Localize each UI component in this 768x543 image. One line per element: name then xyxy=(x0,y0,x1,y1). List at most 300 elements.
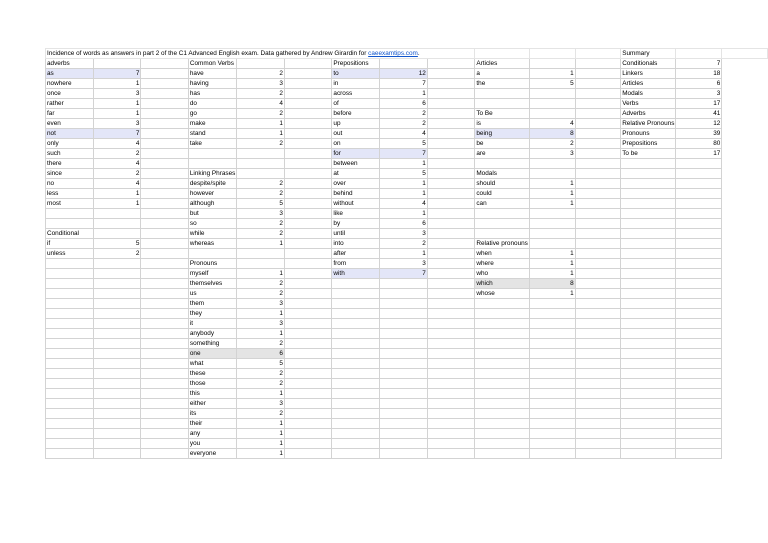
empty-cell[interactable] xyxy=(575,339,621,349)
value-cell[interactable] xyxy=(529,229,575,239)
empty-cell[interactable] xyxy=(575,269,621,279)
label-cell[interactable]: between xyxy=(332,159,380,169)
value-cell[interactable] xyxy=(676,289,722,299)
value-cell[interactable] xyxy=(93,329,141,339)
value-cell[interactable]: 1 xyxy=(237,449,285,459)
value-cell[interactable] xyxy=(676,319,722,329)
empty-cell[interactable] xyxy=(427,359,475,369)
label-cell[interactable]: do xyxy=(188,99,236,109)
value-cell[interactable]: 1 xyxy=(380,89,428,99)
label-cell[interactable]: like xyxy=(332,209,380,219)
label-cell[interactable]: which xyxy=(475,279,530,289)
empty-cell[interactable] xyxy=(427,229,475,239)
label-cell[interactable] xyxy=(475,299,530,309)
label-cell[interactable] xyxy=(475,229,530,239)
empty-cell[interactable] xyxy=(575,419,621,429)
value-cell[interactable]: 6 xyxy=(237,349,285,359)
value-cell[interactable]: 2 xyxy=(380,119,428,129)
label-cell[interactable]: either xyxy=(188,399,236,409)
empty-cell[interactable] xyxy=(575,449,621,459)
label-cell[interactable]: adverbs xyxy=(46,59,94,69)
value-cell[interactable] xyxy=(676,419,722,429)
value-cell[interactable] xyxy=(93,289,141,299)
label-cell[interactable]: Common Verbs xyxy=(188,59,236,69)
label-cell[interactable]: over xyxy=(332,179,380,189)
empty-cell[interactable] xyxy=(427,289,475,299)
label-cell[interactable]: from xyxy=(332,259,380,269)
value-cell[interactable]: 2 xyxy=(237,179,285,189)
empty-cell[interactable] xyxy=(427,429,475,439)
value-cell[interactable]: 1 xyxy=(380,209,428,219)
value-cell[interactable]: 2 xyxy=(237,139,285,149)
empty-cell[interactable] xyxy=(427,299,475,309)
empty-cell[interactable] xyxy=(284,79,332,89)
value-cell[interactable] xyxy=(380,279,428,289)
empty-cell[interactable] xyxy=(141,209,189,219)
label-cell[interactable]: there xyxy=(46,159,94,169)
value-cell[interactable]: 2 xyxy=(93,249,141,259)
value-cell[interactable] xyxy=(93,369,141,379)
label-cell[interactable] xyxy=(475,339,530,349)
label-cell[interactable] xyxy=(475,349,530,359)
value-cell[interactable] xyxy=(380,309,428,319)
label-cell[interactable]: any xyxy=(188,429,236,439)
label-cell[interactable] xyxy=(46,359,94,369)
value-cell[interactable] xyxy=(380,59,428,69)
empty-cell[interactable] xyxy=(575,209,621,219)
label-cell[interactable] xyxy=(475,399,530,409)
label-cell[interactable]: it xyxy=(188,319,236,329)
empty-cell[interactable] xyxy=(141,139,189,149)
value-cell[interactable]: 5 xyxy=(237,359,285,369)
label-cell[interactable]: but xyxy=(188,209,236,219)
label-cell[interactable]: for xyxy=(332,149,380,159)
empty-cell[interactable] xyxy=(575,229,621,239)
empty-cell[interactable] xyxy=(575,79,621,89)
value-cell[interactable]: 1 xyxy=(237,389,285,399)
empty-cell[interactable] xyxy=(141,299,189,309)
label-cell[interactable]: go xyxy=(188,109,236,119)
cell[interactable] xyxy=(722,49,768,59)
label-cell[interactable]: rather xyxy=(46,99,94,109)
label-cell[interactable]: Modals xyxy=(621,89,676,99)
value-cell[interactable]: 8 xyxy=(529,279,575,289)
value-cell[interactable]: 2 xyxy=(237,289,285,299)
value-cell[interactable] xyxy=(93,209,141,219)
label-cell[interactable] xyxy=(475,329,530,339)
value-cell[interactable]: 1 xyxy=(93,99,141,109)
value-cell[interactable]: 2 xyxy=(237,369,285,379)
label-cell[interactable]: myself xyxy=(188,269,236,279)
empty-cell[interactable] xyxy=(575,329,621,339)
empty-cell[interactable] xyxy=(284,409,332,419)
empty-cell[interactable] xyxy=(427,309,475,319)
value-cell[interactable]: 2 xyxy=(237,339,285,349)
value-cell[interactable]: 1 xyxy=(237,119,285,129)
empty-cell[interactable] xyxy=(575,99,621,109)
value-cell[interactable]: 5 xyxy=(93,239,141,249)
value-cell[interactable]: 7 xyxy=(380,79,428,89)
label-cell[interactable] xyxy=(46,259,94,269)
label-cell[interactable] xyxy=(475,309,530,319)
label-cell[interactable] xyxy=(621,169,676,179)
label-cell[interactable] xyxy=(621,369,676,379)
value-cell[interactable] xyxy=(676,409,722,419)
label-cell[interactable]: Pronouns xyxy=(188,259,236,269)
label-cell[interactable]: whereas xyxy=(188,239,236,249)
label-cell[interactable]: their xyxy=(188,419,236,429)
value-cell[interactable]: 4 xyxy=(93,139,141,149)
label-cell[interactable]: Pronouns xyxy=(621,129,676,139)
label-cell[interactable] xyxy=(621,199,676,209)
empty-cell[interactable] xyxy=(141,259,189,269)
source-link[interactable]: caeexamtips.com xyxy=(368,50,418,57)
label-cell[interactable] xyxy=(332,449,380,459)
empty-cell[interactable] xyxy=(284,59,332,69)
label-cell[interactable]: with xyxy=(332,269,380,279)
value-cell[interactable]: 1 xyxy=(237,329,285,339)
label-cell[interactable]: since xyxy=(46,169,94,179)
empty-cell[interactable] xyxy=(284,229,332,239)
value-cell[interactable]: 1 xyxy=(380,249,428,259)
empty-cell[interactable] xyxy=(284,369,332,379)
label-cell[interactable] xyxy=(46,219,94,229)
label-cell[interactable] xyxy=(475,209,530,219)
empty-cell[interactable] xyxy=(141,109,189,119)
label-cell[interactable] xyxy=(621,219,676,229)
value-cell[interactable]: 3 xyxy=(93,89,141,99)
value-cell[interactable] xyxy=(93,419,141,429)
empty-cell[interactable] xyxy=(575,89,621,99)
value-cell[interactable] xyxy=(529,99,575,109)
label-cell[interactable] xyxy=(46,389,94,399)
value-cell[interactable]: 1 xyxy=(529,69,575,79)
empty-cell[interactable] xyxy=(575,409,621,419)
label-cell[interactable] xyxy=(46,209,94,219)
label-cell[interactable]: this xyxy=(188,389,236,399)
value-cell[interactable] xyxy=(529,409,575,419)
value-cell[interactable]: 17 xyxy=(676,99,722,109)
value-cell[interactable]: 4 xyxy=(237,99,285,109)
label-cell[interactable]: before xyxy=(332,109,380,119)
label-cell[interactable]: Relative pronouns xyxy=(476,240,528,247)
value-cell[interactable]: 1 xyxy=(529,259,575,269)
value-cell[interactable] xyxy=(380,369,428,379)
empty-cell[interactable] xyxy=(575,69,621,79)
empty-cell[interactable] xyxy=(427,119,475,129)
empty-cell[interactable] xyxy=(141,329,189,339)
label-cell[interactable] xyxy=(621,309,676,319)
empty-cell[interactable] xyxy=(284,109,332,119)
label-cell[interactable]: Prepositions xyxy=(332,59,380,69)
label-cell[interactable]: so xyxy=(188,219,236,229)
value-cell[interactable]: 7 xyxy=(93,129,141,139)
label-cell[interactable]: make xyxy=(188,119,236,129)
value-cell[interactable] xyxy=(676,299,722,309)
empty-cell[interactable] xyxy=(427,149,475,159)
label-cell[interactable]: behind xyxy=(332,189,380,199)
empty-cell[interactable] xyxy=(427,179,475,189)
empty-cell[interactable] xyxy=(284,289,332,299)
value-cell[interactable] xyxy=(237,159,285,169)
empty-cell[interactable] xyxy=(284,269,332,279)
value-cell[interactable] xyxy=(676,239,722,249)
value-cell[interactable] xyxy=(93,449,141,459)
value-cell[interactable]: 1 xyxy=(237,309,285,319)
value-cell[interactable]: 1 xyxy=(380,159,428,169)
label-cell[interactable]: Prepositions xyxy=(621,139,676,149)
value-cell[interactable] xyxy=(380,299,428,309)
empty-cell[interactable] xyxy=(575,389,621,399)
label-cell[interactable]: could xyxy=(475,189,530,199)
label-cell[interactable]: to xyxy=(332,69,380,79)
label-cell[interactable] xyxy=(621,359,676,369)
empty-cell[interactable] xyxy=(141,79,189,89)
value-cell[interactable]: 1 xyxy=(529,189,575,199)
empty-cell[interactable] xyxy=(575,59,621,69)
label-cell[interactable] xyxy=(46,429,94,439)
empty-cell[interactable] xyxy=(141,349,189,359)
empty-cell[interactable] xyxy=(141,59,189,69)
value-cell[interactable] xyxy=(93,409,141,419)
empty-cell[interactable] xyxy=(575,369,621,379)
empty-cell[interactable] xyxy=(427,189,475,199)
label-cell[interactable]: unless xyxy=(46,249,94,259)
value-cell[interactable] xyxy=(93,429,141,439)
empty-cell[interactable] xyxy=(427,399,475,409)
value-cell[interactable]: 5 xyxy=(380,169,428,179)
empty-cell[interactable] xyxy=(284,299,332,309)
value-cell[interactable] xyxy=(380,289,428,299)
empty-cell[interactable] xyxy=(427,109,475,119)
label-cell[interactable] xyxy=(332,389,380,399)
label-cell[interactable]: without xyxy=(332,199,380,209)
empty-cell[interactable] xyxy=(575,109,621,119)
label-cell[interactable] xyxy=(475,379,530,389)
value-cell[interactable]: 1 xyxy=(380,179,428,189)
value-cell[interactable] xyxy=(676,179,722,189)
empty-cell[interactable] xyxy=(427,279,475,289)
empty-cell[interactable] xyxy=(427,339,475,349)
value-cell[interactable]: 1 xyxy=(529,269,575,279)
empty-cell[interactable] xyxy=(284,389,332,399)
label-cell[interactable] xyxy=(332,349,380,359)
value-cell[interactable]: 2 xyxy=(237,189,285,199)
label-cell[interactable] xyxy=(621,179,676,189)
value-cell[interactable] xyxy=(380,339,428,349)
label-cell[interactable]: should xyxy=(475,179,530,189)
empty-cell[interactable] xyxy=(575,119,621,129)
empty-cell[interactable] xyxy=(284,329,332,339)
value-cell[interactable]: 1 xyxy=(237,269,285,279)
label-cell[interactable]: can xyxy=(475,199,530,209)
label-cell[interactable] xyxy=(46,289,94,299)
value-cell[interactable] xyxy=(380,429,428,439)
value-cell[interactable]: 12 xyxy=(380,69,428,79)
value-cell[interactable] xyxy=(93,309,141,319)
empty-cell[interactable] xyxy=(284,339,332,349)
value-cell[interactable]: 2 xyxy=(93,149,141,159)
label-cell[interactable] xyxy=(621,289,676,299)
empty-cell[interactable] xyxy=(575,259,621,269)
value-cell[interactable]: 1 xyxy=(529,199,575,209)
label-cell[interactable] xyxy=(332,339,380,349)
empty-cell[interactable] xyxy=(284,379,332,389)
value-cell[interactable] xyxy=(380,399,428,409)
empty-cell[interactable] xyxy=(141,69,189,79)
value-cell[interactable] xyxy=(529,219,575,229)
label-cell[interactable]: most xyxy=(46,199,94,209)
value-cell[interactable] xyxy=(676,339,722,349)
label-cell[interactable] xyxy=(475,369,530,379)
label-cell[interactable] xyxy=(475,219,530,229)
label-cell[interactable] xyxy=(332,439,380,449)
value-cell[interactable]: 6 xyxy=(676,79,722,89)
empty-cell[interactable] xyxy=(575,349,621,359)
label-cell[interactable] xyxy=(332,379,380,389)
label-cell[interactable] xyxy=(332,409,380,419)
empty-cell[interactable] xyxy=(427,59,475,69)
value-cell[interactable]: 80 xyxy=(676,139,722,149)
value-cell[interactable] xyxy=(93,219,141,229)
empty-cell[interactable] xyxy=(141,399,189,409)
value-cell[interactable]: 1 xyxy=(529,249,575,259)
label-cell[interactable]: nowhere xyxy=(46,79,94,89)
value-cell[interactable] xyxy=(529,59,575,69)
value-cell[interactable]: 1 xyxy=(237,439,285,449)
empty-cell[interactable] xyxy=(575,279,621,289)
label-cell[interactable]: has xyxy=(188,89,236,99)
empty-cell[interactable] xyxy=(575,219,621,229)
empty-cell[interactable] xyxy=(284,429,332,439)
value-cell[interactable]: 2 xyxy=(237,379,285,389)
label-cell[interactable] xyxy=(332,329,380,339)
value-cell[interactable]: 39 xyxy=(676,129,722,139)
empty-cell[interactable] xyxy=(284,279,332,289)
value-cell[interactable] xyxy=(529,389,575,399)
empty-cell[interactable] xyxy=(427,219,475,229)
value-cell[interactable]: 5 xyxy=(529,79,575,89)
label-cell[interactable] xyxy=(621,389,676,399)
label-cell[interactable] xyxy=(332,309,380,319)
value-cell[interactable] xyxy=(676,439,722,449)
empty-cell[interactable] xyxy=(575,399,621,409)
empty-cell[interactable] xyxy=(427,79,475,89)
empty-cell[interactable] xyxy=(427,319,475,329)
label-cell[interactable]: only xyxy=(46,139,94,149)
empty-cell[interactable] xyxy=(141,89,189,99)
label-cell[interactable] xyxy=(188,249,236,259)
empty-cell[interactable] xyxy=(284,139,332,149)
empty-cell[interactable] xyxy=(575,299,621,309)
value-cell[interactable]: 1 xyxy=(93,79,141,89)
value-cell[interactable] xyxy=(380,329,428,339)
label-cell[interactable] xyxy=(46,319,94,329)
empty-cell[interactable] xyxy=(575,379,621,389)
empty-cell[interactable] xyxy=(141,119,189,129)
label-cell[interactable] xyxy=(46,439,94,449)
label-cell[interactable]: until xyxy=(332,229,380,239)
value-cell[interactable]: 2 xyxy=(380,239,428,249)
empty-cell[interactable] xyxy=(575,199,621,209)
value-cell[interactable] xyxy=(93,59,141,69)
empty-cell[interactable] xyxy=(284,349,332,359)
value-cell[interactable] xyxy=(529,399,575,409)
value-cell[interactable] xyxy=(93,399,141,409)
label-cell[interactable]: less xyxy=(46,189,94,199)
empty-cell[interactable] xyxy=(427,379,475,389)
value-cell[interactable]: 1 xyxy=(93,109,141,119)
value-cell[interactable] xyxy=(380,449,428,459)
value-cell[interactable] xyxy=(380,439,428,449)
value-cell[interactable] xyxy=(529,429,575,439)
empty-cell[interactable] xyxy=(141,249,189,259)
value-cell[interactable] xyxy=(676,449,722,459)
label-cell[interactable] xyxy=(332,369,380,379)
value-cell[interactable]: 3 xyxy=(380,259,428,269)
empty-cell[interactable] xyxy=(284,129,332,139)
empty-cell[interactable] xyxy=(427,239,475,249)
value-cell[interactable] xyxy=(237,249,285,259)
empty-cell[interactable] xyxy=(427,129,475,139)
label-cell[interactable]: on xyxy=(332,139,380,149)
value-cell[interactable] xyxy=(529,209,575,219)
label-cell[interactable] xyxy=(46,339,94,349)
value-cell[interactable]: 4 xyxy=(380,199,428,209)
label-cell[interactable]: them xyxy=(188,299,236,309)
value-cell[interactable]: 41 xyxy=(676,109,722,119)
value-cell[interactable]: 3 xyxy=(380,229,428,239)
label-cell[interactable]: being xyxy=(475,129,530,139)
empty-cell[interactable] xyxy=(427,369,475,379)
value-cell[interactable]: 7 xyxy=(93,69,141,79)
value-cell[interactable] xyxy=(676,189,722,199)
label-cell[interactable]: by xyxy=(332,219,380,229)
value-cell[interactable] xyxy=(380,359,428,369)
sheet-title-cell[interactable] xyxy=(46,49,475,59)
label-cell[interactable] xyxy=(46,409,94,419)
label-cell[interactable] xyxy=(46,309,94,319)
label-cell[interactable] xyxy=(188,159,236,169)
empty-cell[interactable] xyxy=(141,359,189,369)
empty-cell[interactable] xyxy=(141,419,189,429)
label-cell[interactable]: Articles xyxy=(621,79,676,89)
empty-cell[interactable] xyxy=(284,259,332,269)
empty-cell[interactable] xyxy=(575,249,621,259)
value-cell[interactable] xyxy=(529,239,575,249)
label-cell[interactable]: when xyxy=(475,249,530,259)
empty-cell[interactable] xyxy=(141,219,189,229)
value-cell[interactable] xyxy=(676,329,722,339)
label-cell[interactable]: is xyxy=(475,119,530,129)
empty-cell[interactable] xyxy=(284,399,332,409)
label-cell[interactable]: themselves xyxy=(188,279,236,289)
label-cell[interactable]: even xyxy=(46,119,94,129)
empty-cell[interactable] xyxy=(141,309,189,319)
empty-cell[interactable] xyxy=(284,69,332,79)
empty-cell[interactable] xyxy=(427,449,475,459)
label-cell[interactable] xyxy=(621,439,676,449)
value-cell[interactable] xyxy=(676,249,722,259)
label-cell[interactable] xyxy=(621,349,676,359)
label-cell[interactable]: its xyxy=(188,409,236,419)
empty-cell[interactable] xyxy=(427,99,475,109)
empty-cell[interactable] xyxy=(427,259,475,269)
value-cell[interactable] xyxy=(237,259,285,269)
label-cell[interactable]: these xyxy=(188,369,236,379)
value-cell[interactable] xyxy=(676,159,722,169)
value-cell[interactable] xyxy=(380,419,428,429)
